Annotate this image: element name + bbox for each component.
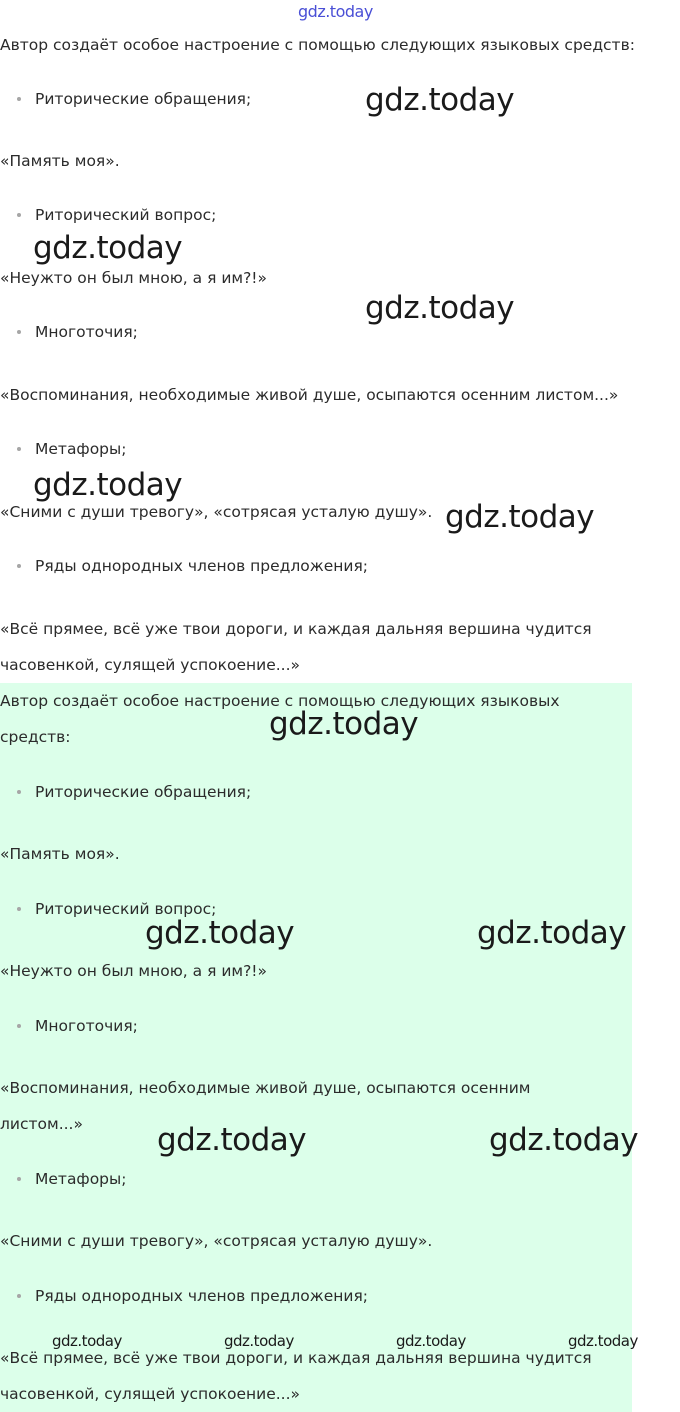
- watermark-small: gdz.today: [52, 1332, 122, 1350]
- watermark: gdz.today: [157, 1122, 307, 1158]
- watermark: gdz.today: [145, 915, 295, 951]
- example-text: «Неужто он был мною, а я им?!»: [0, 269, 268, 287]
- watermark: gdz.today: [33, 230, 183, 266]
- watermark-small: gdz.today: [568, 1332, 638, 1350]
- example-text: «Всё прямее, всё уже твои дороги, и каждая дальняя вершина чудится: [0, 1349, 592, 1367]
- example-text: листом...»: [0, 1115, 83, 1133]
- example-text: «Всё прямее, всё уже твои дороги, и каждая дальняя вершина чудится: [0, 620, 592, 638]
- example-text: «Воспоминания, необходимые живой душе, осыпаются осенним: [0, 1079, 531, 1097]
- list-item: Риторические обращения;: [35, 780, 251, 804]
- list-item: Многоточия;: [35, 1014, 138, 1038]
- example-text: «Сними с души тревогу», «сотрясая усталую душу».: [0, 1232, 433, 1250]
- top-watermark: gdz.today: [298, 2, 373, 21]
- watermark: gdz.today: [365, 82, 515, 118]
- list-item: Ряды однородных членов предложения;: [35, 554, 368, 578]
- list-item: Ряды однородных членов предложения;: [35, 1284, 368, 1308]
- intro-text: Автор создаёт особое настроение с помощью следующих языковых средств:: [0, 36, 635, 54]
- example-text: «Сними с души тревогу», «сотрясая усталую душу».: [0, 503, 433, 521]
- list-item: Риторические обращения;: [35, 87, 251, 111]
- watermark: gdz.today: [477, 915, 627, 951]
- watermark-small: gdz.today: [224, 1332, 294, 1350]
- watermark: gdz.today: [33, 467, 183, 503]
- example-text: «Память моя».: [0, 845, 120, 863]
- list-item: Риторический вопрос;: [35, 203, 216, 227]
- example-text: часовенкой, сулящей успокоение...»: [0, 656, 301, 674]
- example-text: «Воспоминания, необходимые живой душе, осыпаются осенним листом...»: [0, 386, 619, 404]
- list-item: Метафоры;: [35, 437, 126, 461]
- watermark: gdz.today: [365, 290, 515, 326]
- list-item: Многоточия;: [35, 320, 138, 344]
- intro-text: Автор создаёт особое настроение с помощью следующих языковых: [0, 692, 560, 710]
- intro-text: средств:: [0, 728, 71, 746]
- list-item: Риторический вопрос;: [35, 897, 216, 921]
- list-item: Метафоры;: [35, 1167, 126, 1191]
- watermark: gdz.today: [269, 706, 419, 742]
- example-text: «Память моя».: [0, 152, 120, 170]
- watermark-small: gdz.today: [396, 1332, 466, 1350]
- watermark: gdz.today: [489, 1122, 639, 1158]
- example-text: часовенкой, сулящей успокоение...»: [0, 1385, 301, 1403]
- example-text: «Неужто он был мною, а я им?!»: [0, 962, 268, 980]
- watermark: gdz.today: [445, 499, 595, 535]
